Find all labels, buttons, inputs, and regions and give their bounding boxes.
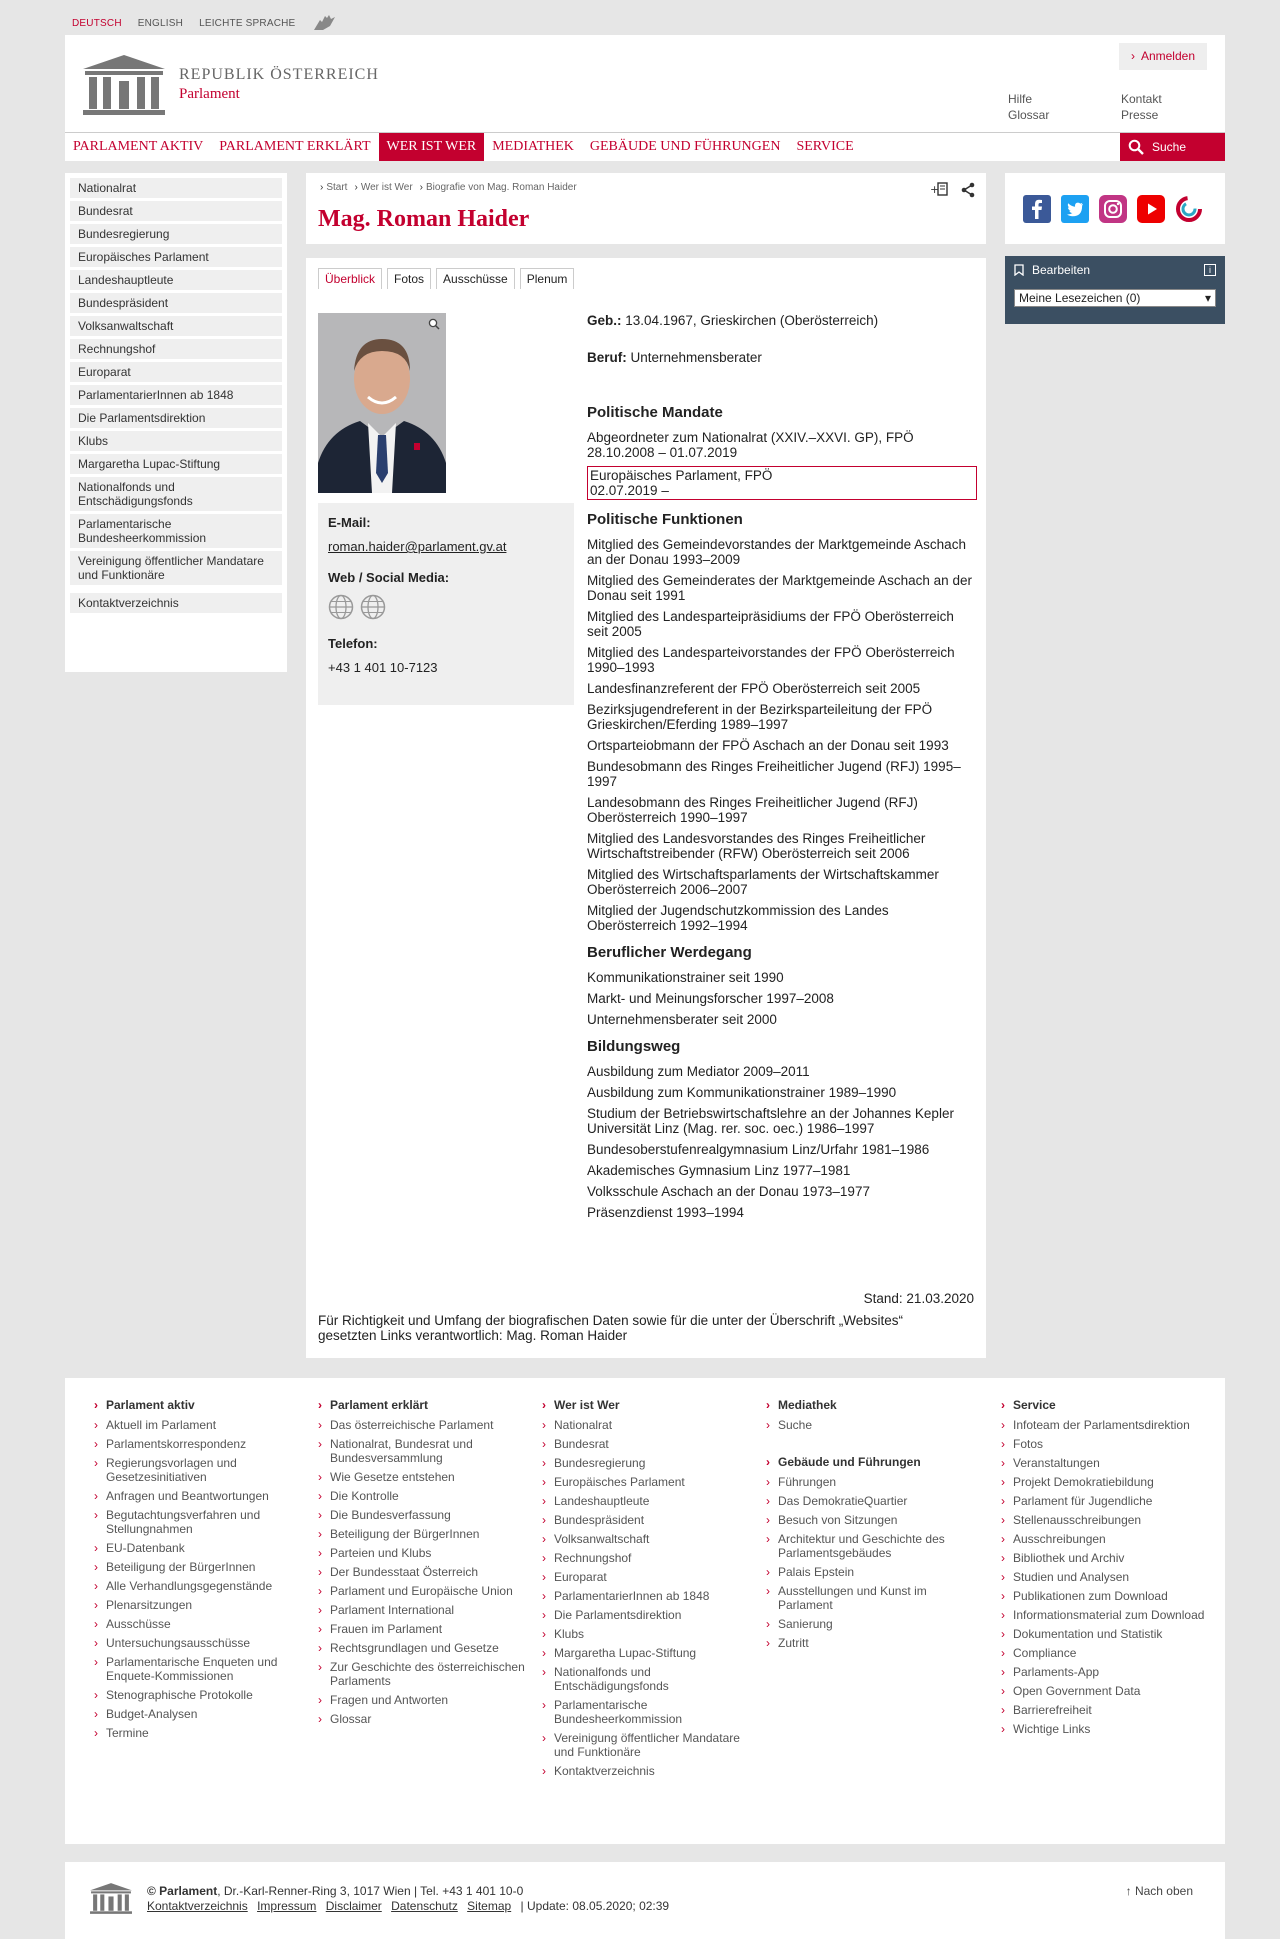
function-item: Bundesobmann des Ringes Freiheitlicher Jugend (RFJ) 1995–1997 bbox=[587, 759, 961, 789]
footer-link[interactable]: › Bundesrat bbox=[554, 1437, 754, 1451]
footer-link[interactable]: › Zutritt bbox=[778, 1636, 978, 1650]
instagram-icon[interactable] bbox=[1099, 195, 1127, 223]
chevron-down-icon: ▾ bbox=[1204, 291, 1211, 305]
last-updated: Stand: 21.03.2020 bbox=[863, 1291, 974, 1306]
logo[interactable] bbox=[81, 53, 379, 115]
function-item: Bezirksjugendreferent in der Bezirksparteileitung der FPÖ Grieskirchen/Eferding 1989–1997 bbox=[587, 702, 933, 732]
career-item: Markt- und Meinungsforscher 1997–2008 bbox=[587, 991, 834, 1006]
breadcrumb-item[interactable]: › Wer ist Wer bbox=[354, 182, 412, 193]
footer-column bbox=[106, 1398, 306, 1745]
bookmark-add-icon[interactable] bbox=[930, 182, 950, 198]
footer-link[interactable]: › Parteien und Klubs bbox=[330, 1546, 530, 1560]
footer-link[interactable]: › Das österreichische Parlament bbox=[330, 1418, 530, 1432]
footer-link[interactable]: › Volksanwaltschaft bbox=[554, 1532, 754, 1546]
portrait-photo[interactable] bbox=[318, 313, 446, 493]
footer-link[interactable]: › Suche bbox=[778, 1418, 978, 1432]
sidebar-item[interactable]: Kontaktverzeichnis bbox=[70, 593, 282, 613]
sidebar-item[interactable]: Landeshauptleute bbox=[70, 270, 282, 290]
sidebar-item[interactable]: Die Parlamentsdirektion bbox=[70, 408, 282, 428]
footer-bottom-link[interactable]: Kontaktverzeichnis bbox=[147, 1899, 248, 1913]
education-item: Bundesoberstufenrealgymnasium Linz/Urfahr 1981–1986 bbox=[587, 1142, 930, 1157]
footer-link[interactable]: › Projekt Demokratiebildung bbox=[1013, 1475, 1213, 1489]
footer-link[interactable]: › Barrierefreiheit bbox=[1013, 1703, 1213, 1717]
footer-link[interactable]: › Parlament International bbox=[330, 1603, 530, 1617]
footer-link[interactable]: › Parlamentarische Bundesheerkommission bbox=[554, 1698, 754, 1726]
tab-ausschuesse[interactable]: Ausschüsse bbox=[436, 268, 515, 289]
footer-link[interactable]: › Landeshauptleute bbox=[554, 1494, 754, 1508]
footer-link[interactable]: › Führungen bbox=[778, 1475, 978, 1489]
footer-link[interactable]: › Anfragen und Beantwortungen bbox=[106, 1489, 306, 1503]
footer-link[interactable]: › Das DemokratieQuartier bbox=[778, 1494, 978, 1508]
footer-link[interactable]: › Parlamentarische Enqueten und Enquete-Kommissionen bbox=[106, 1655, 306, 1683]
function-item: Mitglied der Jugendschutzkommission des Landes Oberösterreich 1992–1994 bbox=[587, 903, 889, 933]
portrait-image bbox=[318, 313, 446, 493]
footer-link[interactable]: › Architektur und Geschichte des Parlamentsgebäudes bbox=[778, 1532, 978, 1560]
function-item: Ortsparteiobmann der FPÖ Aschach an der Donau seit 1993 bbox=[587, 738, 949, 753]
bookmark-panel bbox=[1005, 256, 1225, 324]
footer-link[interactable]: › Nationalfonds und Entschädigungsfonds bbox=[554, 1665, 754, 1693]
glossary-link[interactable]: Glossar bbox=[1008, 108, 1050, 122]
footer-bottom-link[interactable]: Disclaimer bbox=[325, 1899, 382, 1913]
footer-heading[interactable]: › Service bbox=[1013, 1398, 1213, 1412]
update-info: | Update: 08.05.2020; 02:39 bbox=[520, 1899, 670, 1913]
footer-link[interactable]: › Informationsmaterial zum Download bbox=[1013, 1608, 1213, 1622]
footer-link[interactable]: › Die Parlamentsdirektion bbox=[554, 1608, 754, 1622]
footer-link[interactable]: › Bundesregierung bbox=[554, 1456, 754, 1470]
sidebar-item[interactable]: Bundespräsident bbox=[70, 293, 282, 313]
sidebar-item[interactable]: Margaretha Lupac-Stiftung bbox=[70, 454, 282, 474]
press-link[interactable]: Presse bbox=[1121, 108, 1159, 122]
footer-link[interactable]: › Bibliothek und Archiv bbox=[1013, 1551, 1213, 1565]
footer-link[interactable]: › Besuch von Sitzungen bbox=[778, 1513, 978, 1527]
nav-parlament-aktiv[interactable]: PARLAMENT AKTIV bbox=[73, 139, 204, 154]
section-heading: Bildungsweg bbox=[587, 1038, 681, 1055]
sidebar-item[interactable]: ParlamentarierInnen ab 1848 bbox=[70, 385, 282, 405]
footer-link[interactable]: › Stellenausschreibungen bbox=[1013, 1513, 1213, 1527]
parliament-logo-icon[interactable] bbox=[89, 1882, 133, 1914]
main-nav bbox=[65, 132, 1225, 161]
facebook-icon[interactable] bbox=[1023, 195, 1051, 223]
zoom-icon[interactable] bbox=[428, 318, 440, 330]
address: , Dr.-Karl-Renner-Ring 3, 1017 Wien | Tel. +43 1 401 10-0 bbox=[217, 1884, 524, 1898]
footer-link[interactable]: › Klubs bbox=[554, 1627, 754, 1641]
biography-content bbox=[306, 258, 986, 1358]
education-item: Präsenzdienst 1993–1994 bbox=[587, 1205, 744, 1220]
title-box bbox=[306, 173, 986, 244]
footer-link[interactable]: › Begutachtungsverfahren und Stellungnahmen bbox=[106, 1508, 306, 1536]
search-icon bbox=[1128, 139, 1144, 155]
function-item: Mitglied des Gemeindevorstandes der Marktgemeinde Aschach an der Donau 1993–2009 bbox=[587, 537, 966, 567]
app-logo-icon[interactable] bbox=[1175, 195, 1203, 223]
svg-text:+: + bbox=[930, 183, 940, 196]
education-item: Volksschule Aschach an der Donau 1973–1977 bbox=[587, 1184, 870, 1199]
footer-link[interactable]: › Fotos bbox=[1013, 1437, 1213, 1451]
footer-link[interactable]: › Beteiligung der BürgerInnen bbox=[330, 1527, 530, 1541]
lang-english[interactable]: ENGLISH bbox=[137, 17, 184, 29]
email-link[interactable]: roman.haider@parlament.gv.at bbox=[328, 539, 507, 554]
logo-line1: REPUBLIK ÖSTERREICH bbox=[179, 65, 379, 83]
bookmark-icon bbox=[1014, 264, 1024, 276]
footer-link[interactable]: › Parlaments-App bbox=[1013, 1665, 1213, 1679]
footer-link[interactable]: › Termine bbox=[106, 1726, 306, 1740]
footer-link[interactable]: › Die Kontrolle bbox=[330, 1489, 530, 1503]
function-item: Mitglied des Landesparteivorstandes der FPÖ Oberösterreich 1990–1993 bbox=[587, 645, 955, 675]
footer-link[interactable]: › Ausschüsse bbox=[106, 1617, 306, 1631]
footer-column bbox=[554, 1398, 754, 1783]
parliament-logo-icon bbox=[81, 53, 167, 115]
education-item: Akademisches Gymnasium Linz 1977–1981 bbox=[587, 1163, 851, 1178]
web-label: Web / Social Media: bbox=[328, 570, 450, 585]
section-heading: Politische Funktionen bbox=[587, 511, 743, 528]
footer-heading[interactable]: › Parlament erklärt bbox=[330, 1398, 530, 1412]
biography-details bbox=[587, 313, 977, 1226]
footer-link[interactable]: › Europäisches Parlament bbox=[554, 1475, 754, 1489]
function-item: Mitglied des Landesparteipräsidiums der FPÖ Oberösterreich seit 2005 bbox=[587, 609, 954, 639]
footer-link[interactable]: › Infoteam der Parlamentsdirektion bbox=[1013, 1418, 1213, 1432]
page-title: Mag. Roman Haider bbox=[318, 206, 530, 232]
sidebar-item[interactable]: Nationalfonds und Entschädigungsfonds bbox=[70, 477, 282, 511]
back-to-top-link[interactable]: ↑ Nach oben bbox=[1125, 1884, 1193, 1898]
function-item: Landesobmann des Ringes Freiheitlicher Jugend (RFJ) Oberösterreich 1990–1997 bbox=[587, 795, 918, 825]
education-item: Ausbildung zum Mediator 2009–2011 bbox=[587, 1064, 810, 1079]
footer-link[interactable]: › Alle Verhandlungsgegenstände bbox=[106, 1579, 306, 1593]
footer-link[interactable]: › Wichtige Links bbox=[1013, 1722, 1213, 1736]
sidebar-item[interactable]: Klubs bbox=[70, 431, 282, 451]
breadcrumb-item[interactable]: › Start bbox=[320, 182, 347, 193]
footer-link[interactable]: › Vereinigung öffentlicher Mandatare und Funktionäre bbox=[554, 1731, 754, 1759]
education-item: Ausbildung zum Kommunikationstrainer 1989–1990 bbox=[587, 1085, 897, 1100]
function-item: Mitglied des Gemeinderates der Marktgemeinde Aschach an der Donau seit 1991 bbox=[587, 573, 972, 603]
arrow-up-icon: ↑ bbox=[1125, 1884, 1132, 1898]
footer-link[interactable]: › Der Bundesstaat Österreich bbox=[330, 1565, 530, 1579]
footer-link[interactable]: › Margaretha Lupac-Stiftung bbox=[554, 1646, 754, 1660]
footer-link[interactable]: › Fragen und Antworten bbox=[330, 1693, 530, 1707]
site-header bbox=[65, 35, 1225, 161]
nav-mediathek[interactable]: MEDIATHEK bbox=[492, 139, 574, 154]
footer-link[interactable]: › Palais Epstein bbox=[778, 1565, 978, 1579]
footer-link[interactable]: › Compliance bbox=[1013, 1646, 1213, 1660]
footer-heading[interactable]: › Parlament aktiv bbox=[106, 1398, 306, 1412]
footer-link[interactable]: › Parlamentskorrespondenz bbox=[106, 1437, 306, 1451]
sidebar-item[interactable]: Parlamentarische Bundesheerkommission bbox=[70, 514, 282, 548]
footer-link[interactable]: › Plenarsitzungen bbox=[106, 1598, 306, 1612]
footer-link[interactable]: › Nationalrat bbox=[554, 1418, 754, 1432]
footer-link[interactable]: › Studien und Analysen bbox=[1013, 1570, 1213, 1584]
sidebar-item[interactable]: Europarat bbox=[70, 362, 282, 382]
sidebar-item[interactable]: Vereinigung öffentlicher Mandatare und Funktionäre bbox=[70, 551, 282, 585]
footer-column bbox=[1013, 1398, 1213, 1741]
sidebar-item[interactable]: Europäisches Parlament bbox=[70, 247, 282, 267]
footer-link[interactable]: › Rechnungshof bbox=[554, 1551, 754, 1565]
footer-link[interactable]: › Veranstaltungen bbox=[1013, 1456, 1213, 1470]
footer-link[interactable]: › Glossar bbox=[330, 1712, 530, 1726]
footer-link[interactable]: › Regierungsvorlagen und Gesetzesinitiativen bbox=[106, 1456, 306, 1484]
tab-ueberblick[interactable]: Überblick bbox=[318, 268, 382, 289]
nav-wer-ist-wer[interactable]: WER IST WER bbox=[379, 133, 485, 161]
twitter-icon[interactable] bbox=[1061, 195, 1089, 223]
footer-sitemap bbox=[65, 1378, 1225, 1844]
footer-link[interactable]: › Dokumentation und Statistik bbox=[1013, 1627, 1213, 1641]
footer-bottom-link[interactable]: Datenschutz bbox=[391, 1899, 458, 1913]
login-button[interactable]: › Anmelden bbox=[1119, 43, 1207, 70]
tabs bbox=[318, 268, 574, 289]
education-item: Studium der Betriebswirtschaftslehre an der Johannes Kepler Universität Linz (Mag. rer. soc. oec.) 1986–1997 bbox=[587, 1106, 954, 1136]
nav-gebaeude[interactable]: GEBÄUDE UND FÜHRUNGEN bbox=[589, 139, 781, 154]
sign-language-icon[interactable] bbox=[311, 14, 337, 32]
footer-link[interactable]: › Stenographische Protokolle bbox=[106, 1688, 306, 1702]
section-heading: Beruflicher Werdegang bbox=[587, 944, 752, 961]
mandate-item-current: Europäisches Parlament, FPÖ 02.07.2019 – bbox=[587, 466, 977, 500]
copyright: © Parlament bbox=[147, 1884, 218, 1898]
footer-bottom-link[interactable]: Impressum bbox=[257, 1899, 317, 1913]
footer-link[interactable]: › EU-Datenbank bbox=[106, 1541, 306, 1555]
footer-link[interactable]: › Parlament für Jugendliche bbox=[1013, 1494, 1213, 1508]
sidebar-item[interactable]: Nationalrat bbox=[70, 178, 282, 198]
language-bar bbox=[72, 14, 337, 32]
disclaimer-text: Für Richtigkeit und Umfang der biografischen Daten sowie für die unter der Überschrift „Websites“ gesetzten Links verantwortlich: Mag. Roman Haider bbox=[318, 1313, 904, 1343]
footer-link[interactable]: › Ausstellungen und Kunst im Parlament bbox=[778, 1584, 978, 1612]
search-button[interactable] bbox=[1120, 133, 1225, 161]
career-item: Kommunikationstrainer seit 1990 bbox=[587, 970, 784, 985]
email-label: E-Mail: bbox=[328, 515, 371, 530]
footer-heading[interactable]: › Wer ist Wer bbox=[554, 1398, 754, 1412]
birth-info: Geb.: 13.04.1967, Grieskirchen (Oberösterreich) bbox=[587, 313, 879, 328]
info-icon[interactable]: i bbox=[1204, 264, 1216, 276]
logo-line2: Parlament bbox=[179, 85, 240, 102]
footer-link[interactable]: › Die Bundesverfassung bbox=[330, 1508, 530, 1522]
footer-bottom-link[interactable]: Sitemap bbox=[467, 1899, 512, 1913]
footer-heading[interactable]: › Mediathek bbox=[778, 1398, 978, 1412]
lang-easy[interactable]: LEICHTE SPRACHE bbox=[199, 17, 296, 29]
mandate-item: Abgeordneter zum Nationalrat (XXIV.–XXVI. GP), FPÖ 28.10.2008 – 01.07.2019 bbox=[587, 430, 914, 460]
nav-service[interactable]: SERVICE bbox=[796, 139, 854, 154]
phone-label: Telefon: bbox=[328, 636, 378, 651]
footer-link[interactable]: › Sanierung bbox=[778, 1617, 978, 1631]
share-icon[interactable] bbox=[960, 182, 976, 198]
youtube-icon[interactable] bbox=[1137, 195, 1165, 223]
footer-link[interactable]: › ParlamentarierInnen ab 1848 bbox=[554, 1589, 754, 1603]
function-item: Mitglied des Wirtschaftsparlaments der Wirtschaftskammer Oberösterreich 2006–2007 bbox=[587, 867, 939, 897]
function-item: Landesfinanzreferent der FPÖ Oberösterreich seit 2005 bbox=[587, 681, 921, 696]
sidebar-item[interactable]: Bundesregierung bbox=[70, 224, 282, 244]
left-sidebar bbox=[65, 173, 287, 672]
bookmark-select[interactable]: Meine Lesezeichen (0) ▾ bbox=[1014, 289, 1216, 307]
footer-link[interactable]: › Europarat bbox=[554, 1570, 754, 1584]
contact-box bbox=[318, 503, 574, 705]
help-link[interactable]: Hilfe bbox=[1008, 92, 1033, 106]
sidebar-item[interactable]: Rechnungshof bbox=[70, 339, 282, 359]
footer-column bbox=[778, 1398, 978, 1655]
footer-link[interactable]: › Ausschreibungen bbox=[1013, 1532, 1213, 1546]
footer-heading[interactable]: › Gebäude und Führungen bbox=[778, 1455, 978, 1469]
function-item: Mitglied des Landesvorstandes des Ringes Freiheitlicher Wirtschaftstreibender (RFW) Oberösterreich seit 2006 bbox=[587, 831, 926, 861]
contact-link[interactable]: Kontakt bbox=[1121, 92, 1162, 106]
footer-link[interactable]: › Parlament und Europäische Union bbox=[330, 1584, 530, 1598]
footer-link[interactable]: › Zur Geschichte des österreichischen Parlaments bbox=[330, 1660, 530, 1688]
footer-link[interactable]: › Bundespräsident bbox=[554, 1513, 754, 1527]
footer-link[interactable]: › Publikationen zum Download bbox=[1013, 1589, 1213, 1603]
bottom-bar bbox=[65, 1862, 1225, 1939]
search-label: Suche bbox=[1152, 140, 1187, 154]
breadcrumb-item: › Biografie von Mag. Roman Haider bbox=[420, 182, 577, 193]
footer-link[interactable]: › Kontaktverzeichnis bbox=[554, 1764, 754, 1778]
section-heading: Politische Mandate bbox=[587, 404, 723, 421]
footer-link[interactable]: › Budget-Analysen bbox=[106, 1707, 306, 1721]
breadcrumb bbox=[320, 182, 577, 193]
tab-plenum[interactable]: Plenum bbox=[520, 268, 575, 289]
footer-link[interactable]: › Untersuchungsausschüsse bbox=[106, 1636, 306, 1650]
footer-link[interactable]: › Rechtsgrundlagen und Gesetze bbox=[330, 1641, 530, 1655]
phone-number: +43 1 401 10-7123 bbox=[328, 660, 438, 675]
footer-link[interactable]: › Beteiligung der BürgerInnen bbox=[106, 1560, 306, 1574]
footer-column bbox=[330, 1398, 530, 1731]
profession-info: Beruf: Unternehmensberater bbox=[587, 350, 762, 365]
career-item: Unternehmensberater seit 2000 bbox=[587, 1012, 777, 1027]
footer-link[interactable]: › Open Government Data bbox=[1013, 1684, 1213, 1698]
sidebar-item[interactable]: Bundesrat bbox=[70, 201, 282, 221]
nav-parlament-erklaert[interactable]: PARLAMENT ERKLÄRT bbox=[219, 139, 371, 154]
bookmark-title[interactable]: Bearbeiten bbox=[1032, 263, 1091, 277]
sidebar-item[interactable]: Volksanwaltschaft bbox=[70, 316, 282, 336]
globe-icon[interactable] bbox=[360, 594, 386, 620]
footer-link[interactable]: › Frauen im Parlament bbox=[330, 1622, 530, 1636]
globe-icon[interactable] bbox=[328, 594, 354, 620]
footer-link[interactable]: › Wie Gesetze entstehen bbox=[330, 1470, 530, 1484]
lang-deutsch[interactable]: DEUTSCH bbox=[72, 17, 122, 29]
social-media-links bbox=[1005, 173, 1225, 244]
footer-link[interactable]: › Nationalrat, Bundesrat und Bundesversammlung bbox=[330, 1437, 530, 1465]
tab-fotos[interactable]: Fotos bbox=[387, 268, 431, 289]
footer-link[interactable]: › Aktuell im Parlament bbox=[106, 1418, 306, 1432]
meta-links bbox=[1008, 92, 1211, 122]
